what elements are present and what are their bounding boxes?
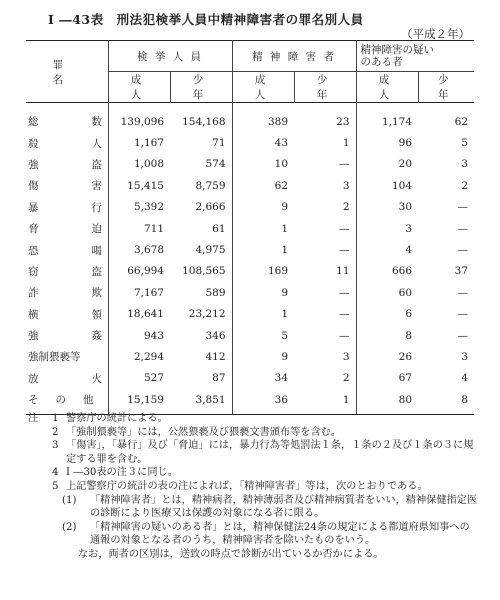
note-item xyxy=(28,480,478,494)
crime-name-char: 欺 xyxy=(91,287,102,300)
notes-sub-list xyxy=(28,494,478,548)
value-cell: — xyxy=(294,154,356,175)
crime-name-cell xyxy=(26,154,108,175)
value-cell: 5 xyxy=(461,137,469,150)
value-cell: 527 xyxy=(143,372,164,385)
crime-name xyxy=(28,371,102,386)
value-cell: 37 xyxy=(454,265,469,278)
juvenile-header: 少 年 xyxy=(294,72,356,103)
arrested-group-header: 検 挙 人 員 xyxy=(108,41,232,72)
note-sub-text: 「精神障害者」とは，精神病者，精神薄弱者及び精神病質者をいい，精神保健指定医の診断により医療又は保護の対象になる者に限る。 xyxy=(90,494,478,520)
crime-name-char: 人 xyxy=(91,137,102,150)
note-number: 4 xyxy=(52,467,59,479)
value-cell: 4,975 xyxy=(170,239,232,260)
value-cell: 4 xyxy=(405,244,413,257)
crime-name-cell xyxy=(26,261,108,282)
value-cell: 1 xyxy=(281,222,289,235)
note-number: 5 xyxy=(52,480,59,492)
value-cell: 6 xyxy=(405,308,413,321)
value-cell: 1 xyxy=(281,308,289,321)
value-cell: 5 xyxy=(281,329,289,342)
crime-name-cell xyxy=(26,368,108,389)
crime-name-char: 数 xyxy=(91,116,102,129)
adult-header: 成 人 xyxy=(108,72,170,103)
value-cell: — xyxy=(457,201,469,214)
crime-name-char: 詐 xyxy=(28,287,39,300)
table-row xyxy=(26,154,474,175)
note-text: 上記警察庁の統計の表の注によれば，「精神障害者」等は，次のとおりである。 xyxy=(66,480,428,492)
note-sub-key: (1) xyxy=(62,494,77,506)
value-cell: — xyxy=(457,222,469,235)
table-row xyxy=(26,304,474,325)
value-cell: 711 xyxy=(143,222,164,235)
value-cell: 26 xyxy=(398,350,413,363)
value-cell: — xyxy=(457,329,469,342)
value-cell: 3 xyxy=(294,175,356,196)
crime-name-cell xyxy=(26,197,108,218)
value-cell: 9 xyxy=(281,286,289,299)
table-row xyxy=(26,103,474,133)
value-cell: — xyxy=(457,244,469,257)
value-cell: 62 xyxy=(274,179,289,192)
notes-section xyxy=(28,412,478,562)
crime-name-char: 恐 xyxy=(28,244,39,257)
crime-name-char: 領 xyxy=(91,308,102,321)
note-item xyxy=(28,439,478,466)
value-cell: 60 xyxy=(398,286,413,299)
value-cell: 8 xyxy=(405,329,413,342)
note-label: 注 xyxy=(28,413,39,424)
value-cell: 36 xyxy=(232,389,294,415)
table-row xyxy=(26,282,474,303)
value-cell: 1 xyxy=(294,132,356,153)
value-cell: 10 xyxy=(274,158,289,171)
value-cell: 108,565 xyxy=(170,261,232,282)
value-cell: 5,392 xyxy=(133,201,164,214)
value-cell: 2,294 xyxy=(133,350,164,363)
value-cell: — xyxy=(294,218,356,239)
value-cell: 3,678 xyxy=(133,244,164,257)
value-cell: 3 xyxy=(461,350,469,363)
value-cell: 2 xyxy=(461,179,469,192)
value-cell: 1,174 xyxy=(381,115,413,128)
value-cell: — xyxy=(294,282,356,303)
adult-header: 成 人 xyxy=(232,72,294,103)
crime-name-char: 傷 xyxy=(28,180,39,193)
value-cell: 104 xyxy=(391,179,413,192)
value-cell: 62 xyxy=(454,115,469,128)
crime-name-char: 喝 xyxy=(91,244,102,257)
value-cell: 412 xyxy=(170,346,232,367)
crime-name-char: 放 xyxy=(28,372,39,385)
crime-name-cell xyxy=(26,218,108,239)
crime-header-label: 罪 名 xyxy=(52,58,138,86)
table-row xyxy=(26,368,474,389)
crime-name xyxy=(28,221,102,236)
crime-name-char: 迫 xyxy=(91,223,102,236)
crime-name-cell xyxy=(26,282,108,303)
value-cell: 30 xyxy=(398,201,413,214)
note-sub-key: (2) xyxy=(62,521,77,533)
value-cell: 2,666 xyxy=(170,197,232,218)
value-cell: 1 xyxy=(281,244,289,257)
crime-name-char: 脅 xyxy=(28,223,39,236)
crime-name xyxy=(28,136,102,151)
value-cell: 3 xyxy=(405,222,413,235)
crime-column-header xyxy=(26,41,138,103)
note-text: 「傷害」，「暴行」及び「脅迫」には，暴力行為等処罰法１条，１条の２及び１条の３に規定する罪を含む。 xyxy=(66,440,474,465)
value-cell: 20 xyxy=(398,158,413,171)
note-sub-text: 「精神障害の疑いのある者」とは，精神保健法24条の規定による都道府県知事への通報の対象となる者のうち，精神障害者を除いたものをいう。 xyxy=(90,521,470,547)
value-cell: 4 xyxy=(461,372,469,385)
note-number: 3 xyxy=(52,440,59,452)
crime-name-cell xyxy=(26,239,108,260)
value-cell: 23,212 xyxy=(170,304,232,325)
crime-name xyxy=(28,264,102,279)
value-cell: 34 xyxy=(274,372,289,385)
crime-name-char: 横 xyxy=(28,308,39,321)
crime-name-cell xyxy=(26,132,108,153)
table-row xyxy=(26,175,474,196)
value-cell: — xyxy=(294,325,356,346)
crime-table xyxy=(26,40,488,415)
value-cell: — xyxy=(294,304,356,325)
value-cell: — xyxy=(457,286,469,299)
juvenile-header: 少 年 xyxy=(170,72,232,103)
table-row xyxy=(26,132,474,153)
value-cell: 574 xyxy=(170,154,232,175)
value-cell: 43 xyxy=(274,137,289,150)
table-row xyxy=(26,218,474,239)
crime-name-cell xyxy=(26,103,108,133)
value-cell: 15,159 xyxy=(108,389,170,415)
crime-name: その他 xyxy=(28,394,111,407)
value-cell: — xyxy=(457,308,469,321)
crime-name xyxy=(28,200,102,215)
crime-name xyxy=(28,243,102,258)
crime-name-char: 強 xyxy=(28,330,39,343)
crime-name xyxy=(28,285,102,300)
value-cell: 15,415 xyxy=(127,179,164,192)
table-title: I ―43表 刑法犯検挙人員中精神障害者の罪名別人員 xyxy=(48,12,364,27)
suspected-group-header xyxy=(356,41,474,72)
note-item xyxy=(28,466,478,480)
value-cell: 23 xyxy=(294,103,356,133)
note-sub-item xyxy=(28,521,478,548)
crime-name-cell xyxy=(26,304,108,325)
table-row xyxy=(26,261,474,282)
value-cell: 96 xyxy=(398,137,413,150)
crime-name: 強制猥褻等 xyxy=(28,351,81,364)
crime-name-char: 暴 xyxy=(28,201,39,214)
note-number: 2 xyxy=(52,426,59,438)
notes-closing: なお，両者の区別は，送致の時点で診断が出ているか否かによる。 xyxy=(78,548,384,560)
value-cell: 7,167 xyxy=(133,286,164,299)
value-cell: 589 xyxy=(170,282,232,303)
value-cell: 139,096 xyxy=(120,115,164,128)
value-cell: 8 xyxy=(418,389,474,415)
note-sub-item xyxy=(28,494,478,521)
value-cell: 67 xyxy=(398,372,413,385)
suspected-header-label: 精神障害の疑い のある者 xyxy=(360,44,435,68)
value-cell: 1,167 xyxy=(133,137,164,150)
value-cell: 666 xyxy=(391,265,413,278)
crime-name xyxy=(28,328,102,343)
crime-name-cell xyxy=(26,325,108,346)
value-cell: 8,759 xyxy=(170,175,232,196)
juvenile-header: 少 年 xyxy=(438,74,488,101)
value-cell: 2 xyxy=(294,368,356,389)
table-row xyxy=(26,239,474,260)
crime-name-char: 行 xyxy=(91,201,102,214)
adult-header: 成 人 xyxy=(356,72,418,103)
value-cell: 61 xyxy=(170,218,232,239)
note-item xyxy=(28,412,478,426)
value-cell: 1,008 xyxy=(133,158,164,171)
value-cell: 3 xyxy=(294,346,356,367)
value-cell: 3,851 xyxy=(170,389,232,415)
value-cell: 80 xyxy=(356,389,418,415)
value-cell: 9 xyxy=(281,350,289,363)
value-cell: 389 xyxy=(267,115,289,128)
value-cell: 169 xyxy=(267,265,289,278)
crime-name-cell xyxy=(26,346,108,367)
crime-name-char: 総 xyxy=(28,116,39,129)
table-row xyxy=(26,346,474,367)
crime-name-char: 火 xyxy=(91,372,102,385)
value-cell: 943 xyxy=(143,329,164,342)
value-cell: 87 xyxy=(170,368,232,389)
value-cell: 18,641 xyxy=(127,308,164,321)
crime-name xyxy=(28,178,102,193)
value-cell: 66,994 xyxy=(127,265,164,278)
value-cell: 9 xyxy=(281,201,289,214)
note-number: 1 xyxy=(52,413,59,424)
table-row xyxy=(26,197,474,218)
note-item xyxy=(28,426,478,440)
crime-name xyxy=(28,157,102,172)
value-cell: 11 xyxy=(294,261,356,282)
crime-name-char: 窃 xyxy=(28,265,39,278)
crime-name-char: 姦 xyxy=(91,330,102,343)
crime-name-char: 強 xyxy=(28,158,39,171)
value-cell: 154,168 xyxy=(170,103,232,133)
crime-name-char: 害 xyxy=(91,180,102,193)
value-cell: — xyxy=(294,239,356,260)
note-text: 「強制猥褻等」には，公然猥褻及び猥褻文書頒布等を含む。 xyxy=(66,426,342,438)
notes-list xyxy=(28,412,478,494)
value-cell: 3 xyxy=(461,158,469,171)
value-cell: 346 xyxy=(170,325,232,346)
crime-name-cell xyxy=(26,175,108,196)
value-cell: 2 xyxy=(294,197,356,218)
crime-name xyxy=(28,114,102,129)
crime-name-char: 盗 xyxy=(91,158,102,171)
crime-name-char: 盗 xyxy=(91,265,102,278)
table-row xyxy=(26,325,474,346)
value-cell: 1 xyxy=(294,389,356,415)
crime-name-char: 殺 xyxy=(28,137,39,150)
crime-name xyxy=(28,307,102,322)
table-body xyxy=(26,103,474,415)
mental-disorder-group-header: 精 神 障 害 者 xyxy=(232,41,356,72)
value-cell: 71 xyxy=(170,132,232,153)
note-text: I ―30表の注３に同じ。 xyxy=(66,467,178,479)
note-text: 警察庁の統計による。 xyxy=(66,413,168,424)
year-label: （平成２年） xyxy=(401,27,470,41)
